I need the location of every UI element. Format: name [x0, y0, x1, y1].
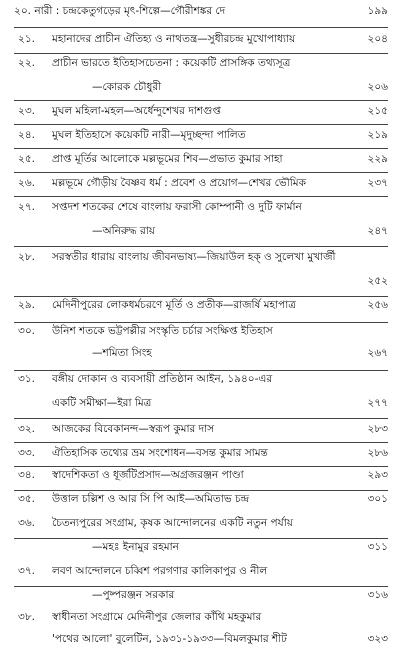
- page-number: ২৮৬: [367, 447, 388, 459]
- separator-rule: [14, 246, 388, 247]
- entry-title: বঙ্গীয় দোকান ও ব্যবসায়ী প্রতিষ্ঠান আইন, ১৯৪০-এর: [52, 373, 273, 385]
- entry-title: সপ্তদশ শতকের শেষে বাংলায় ফরাসী কোম্পানী ও দুটি ফার্মান: [52, 201, 302, 213]
- entry-number: ৩১.: [18, 373, 35, 385]
- toc-entry: [0, 370, 402, 388]
- entry-title: মহানাদের প্রাচীন ঐতিহ্য ও নাথতন্ত্র—সুধীরচন্দ্র মুখোপাধ্যায়: [52, 33, 296, 45]
- entry-number: ২১.: [18, 33, 35, 45]
- toc-entry: [0, 54, 402, 72]
- entry-title: প্রাপ্ত মূর্তির আলোকে মল্লভূমের শিব—প্রভাত কুমার সাহা: [52, 153, 283, 165]
- page-number: ২৫৬: [367, 299, 388, 311]
- entry-number: ৩০.: [18, 325, 35, 337]
- entry-title: প্রাচীন ভারতে ইতিহাসচেতনা : কয়েকটি প্রাসঙ্গিক তথ্যসূত্র: [52, 57, 291, 69]
- toc-entry: [0, 562, 402, 580]
- entry-author: —পুষ্পরঞ্জন সরকার: [92, 589, 175, 601]
- page-number: ২৫২: [367, 275, 388, 287]
- page-number: ২০৪: [367, 33, 388, 45]
- entry-title: স্বাধীনতা সংগ্রামে মেদিনীপুর জেলার কাঁথি মহকুমার: [52, 611, 262, 623]
- toc-entry: [0, 538, 402, 556]
- entry-continuation: 'পথের আলো' বুলেটিন, ১৯৩১-১৯৩৩—বিমলকুমার শীট: [52, 633, 287, 645]
- toc-entry: [0, 102, 402, 120]
- entry-title: উনিশ শতকে ভট্টপল্লীর সংস্কৃতি চর্চার সংক্ষিপ্ত ইতিহাস: [52, 325, 273, 337]
- toc-entry: [0, 586, 402, 604]
- toc-entry: [0, 630, 402, 648]
- toc-entry: [0, 222, 402, 240]
- entry-author: —অনিরুদ্ধ রায়: [92, 225, 155, 237]
- entry-continuation: একটি সমীক্ষা—ইরা মিত্র: [52, 397, 152, 409]
- entry-title: মল্লভূমে গৌড়ীয় বৈষ্ণব ধর্ম : প্রবেশ ও প্রয়োগ—শেখর ভৌমিক: [52, 177, 306, 189]
- entry-title: চৈতন্যপুরের সংগ্রাম, কৃষক আন্দোলনের একটি নতুন পর্যায়: [52, 517, 293, 529]
- toc-entry: [0, 344, 402, 362]
- separator-rule: [14, 124, 388, 125]
- toc-entry: [0, 490, 402, 508]
- toc-entry: [0, 174, 402, 192]
- toc-entry: [0, 126, 402, 144]
- toc-entry: [0, 2, 402, 20]
- page-number: ২৩৭: [367, 177, 388, 189]
- toc-entry: [0, 78, 402, 96]
- page-number: ২৪৭: [367, 225, 388, 237]
- page-number: ২৯৩: [367, 469, 388, 481]
- page-number: ২৭৭: [367, 397, 388, 409]
- separator-rule: [14, 100, 388, 101]
- page-number: ২৬৭: [367, 347, 388, 359]
- entry-title: মুঘল মহিলা-মহল—অর্ধেন্দুশেখর দাশগুপ্ত: [52, 105, 221, 117]
- page-number: ৩২৩: [367, 633, 388, 645]
- page-number: ১৯৯: [367, 5, 388, 17]
- entry-number: ২৪.: [18, 129, 35, 141]
- separator-rule: [14, 196, 388, 197]
- entry-number: ৩৪.: [18, 469, 35, 481]
- entry-author: —কোরক চৌধুরী: [92, 81, 162, 93]
- toc-entry: [0, 272, 402, 290]
- entry-number: ৩৩.: [18, 447, 35, 459]
- toc-entry: [0, 608, 402, 626]
- entry-number: ২৭.: [18, 201, 35, 213]
- entry-title: মুঘল ইতিহাসে কয়েকটি নারী—মৃদুচ্ছন্দা পালিত: [52, 129, 246, 141]
- entry-title: আজকের বিবেকানন্দ—স্বরূপ কুমার দাস: [52, 423, 215, 435]
- entry-number: ২৩.: [18, 105, 35, 117]
- entry-number: ২২.: [18, 57, 35, 69]
- page-number: ৩১৬: [367, 589, 388, 601]
- toc-entry: [0, 444, 402, 462]
- entry-title: সরস্বতীর ধারায় বাংলায় জীবনভাষ্য—জিয়াউল হক্ ও সুলেখা মুখার্জী: [52, 251, 336, 263]
- page-number: ২১৯: [367, 129, 388, 141]
- entry-author: —মহঃ ইনামুর রহমান: [92, 541, 179, 553]
- toc-entry: [0, 394, 402, 412]
- page-number: ২১৫: [367, 105, 388, 117]
- entry-title: স্বাদেশিকতা ও ধূর্জটিপ্রসাদ—অগ্রজরঞ্জন পাণ্ডা: [52, 469, 244, 481]
- entry-number: ২৮.: [18, 251, 35, 263]
- entry-number: ২৯.: [18, 299, 35, 311]
- toc-entry: [0, 30, 402, 48]
- toc-entry: [0, 248, 402, 266]
- toc-entry: [0, 198, 402, 216]
- toc-entry: [0, 466, 402, 484]
- page-number: ৩১১: [367, 541, 388, 553]
- entry-title: ২০. নারী : চন্দ্রকেতুগড়ের মৃৎ-শিল্পে—গৌরীশঙ্কর দে: [14, 5, 226, 17]
- toc-entry: [0, 322, 402, 340]
- entry-number: ৩৬.: [18, 517, 35, 529]
- page-number: ২০৬: [367, 81, 388, 93]
- entry-title: ঐতিহাসিক তথ্যের ভ্রম সংশোধন—বসন্ত কুমার সামন্ত: [52, 447, 268, 459]
- toc-entry: [0, 296, 402, 314]
- entry-number: ৩৭.: [18, 565, 35, 577]
- separator-rule: [14, 172, 388, 173]
- entry-number: ২৬.: [18, 177, 35, 189]
- entry-title: উত্তাল চল্লিশ ও আর সি পি আই—অমিতাভ চন্দ্র: [52, 493, 250, 505]
- toc-entry: [0, 514, 402, 532]
- page-number: ৩০১: [367, 493, 388, 505]
- separator-rule: [14, 148, 388, 149]
- page-number: ২২৯: [367, 153, 388, 165]
- entry-number: ২৫.: [18, 153, 35, 165]
- separator-rule: [14, 27, 388, 28]
- toc-entry: [0, 420, 402, 438]
- entry-title: মেদিনীপুরের লোকধর্মচরণে মূর্তি ও প্রতীক—রাজর্ষি মহাপাত্র: [52, 299, 296, 311]
- page-number: ২৮৩: [367, 423, 388, 435]
- toc-entry: [0, 150, 402, 168]
- separator-rule: [14, 418, 388, 419]
- entry-number: ৩২.: [18, 423, 35, 435]
- entry-title: লবণ আন্দোলনে চব্বিশ পরগণার কালিকাপুর ও নীল: [52, 565, 268, 577]
- separator-rule: [14, 442, 388, 443]
- entry-number: ৩৫.: [18, 493, 35, 505]
- entry-author: —শমিতা সিংহ: [92, 347, 152, 359]
- entry-number: ৩৮.: [18, 611, 35, 623]
